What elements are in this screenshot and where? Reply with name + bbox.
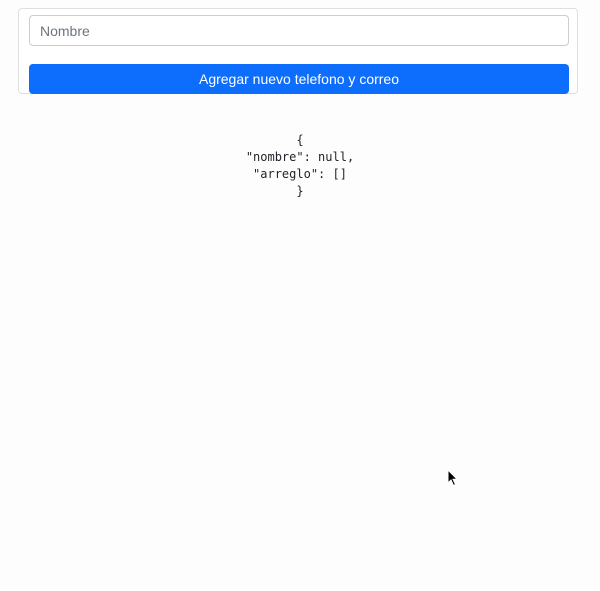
mouse-pointer-icon xyxy=(447,469,459,487)
json-line: "nombre": null, xyxy=(245,150,355,164)
add-phone-email-button[interactable]: Agregar nuevo telefono y correo xyxy=(29,64,569,94)
name-input[interactable] xyxy=(29,15,569,46)
form-card xyxy=(18,8,578,94)
json-line: "arreglo": [] xyxy=(253,167,347,181)
json-line: { xyxy=(296,133,304,147)
json-output xyxy=(0,132,600,200)
json-line: } xyxy=(296,184,304,198)
